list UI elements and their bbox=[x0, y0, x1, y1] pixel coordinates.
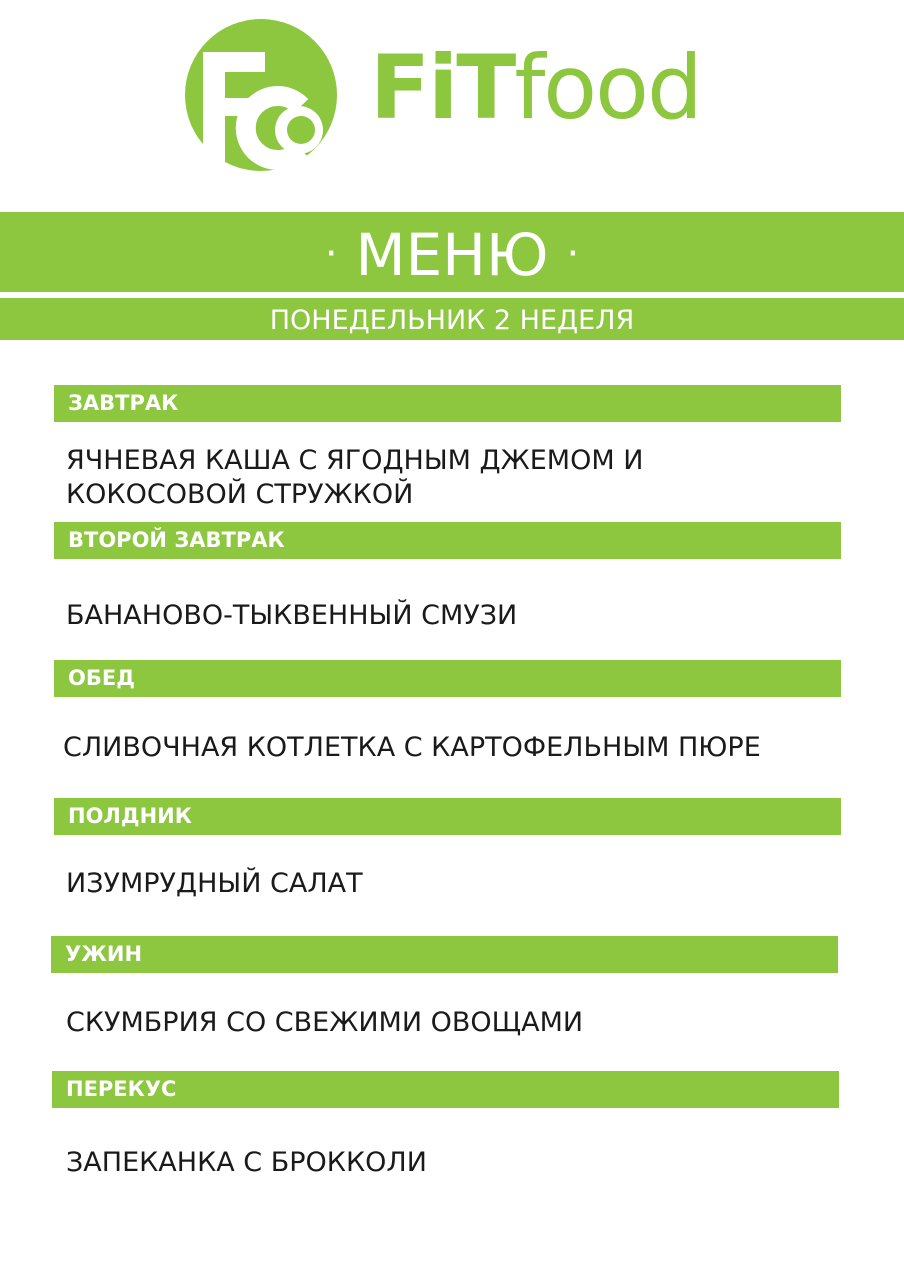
title-dot-left: · bbox=[324, 231, 338, 277]
brand-name-light: food bbox=[514, 36, 701, 139]
menu-title-text: МЕНЮ bbox=[355, 221, 549, 289]
dish-text: ИЗУМРУДНЫЙ САЛАТ bbox=[66, 868, 363, 899]
dish-text: СЛИВОЧНАЯ КОТЛЕТКА С КАРТОФЕЛЬНЫМ ПЮРЕ bbox=[63, 732, 761, 763]
brand-name-bold: FiT bbox=[370, 36, 515, 139]
dish-text: БАНАНОВО-ТЫКВЕННЫЙ СМУЗИ bbox=[66, 600, 518, 631]
meal-label: ВТОРОЙ ЗАВТРАК bbox=[68, 528, 285, 552]
dish-text: ЯЧНЕВАЯ КАША С ЯГОДНЫМ ДЖЕМОМ И КОКОСОВОЙ СТРУЖКОЙ bbox=[66, 445, 644, 510]
meal-label-bar bbox=[54, 660, 841, 697]
menu-subtitle: ПОНЕДЕЛЬНИК 2 НЕДЕЛЯ bbox=[269, 305, 635, 336]
meal-label-bar bbox=[54, 385, 841, 422]
meal-label-bar bbox=[54, 522, 841, 559]
menu-title bbox=[0, 212, 904, 292]
brand-wordmark bbox=[370, 38, 701, 138]
meal-label: ПЕРЕКУС bbox=[66, 1077, 177, 1101]
meal-label: ПОЛДНИК bbox=[68, 804, 192, 828]
dish-text: СКУМБРИЯ СО СВЕЖИМИ ОВОЩАМИ bbox=[66, 1007, 584, 1038]
meal-label: ЗАВТРАК bbox=[68, 391, 179, 415]
meal-label-bar bbox=[54, 798, 841, 835]
meal-label-bar bbox=[51, 936, 838, 973]
meal-label: ОБЕД bbox=[68, 666, 135, 690]
title-dot-right: · bbox=[566, 231, 580, 277]
dish-text: ЗАПЕКАНКА С БРОККОЛИ bbox=[66, 1147, 427, 1178]
meal-label-bar bbox=[52, 1071, 839, 1108]
meal-label: УЖИН bbox=[65, 942, 143, 966]
